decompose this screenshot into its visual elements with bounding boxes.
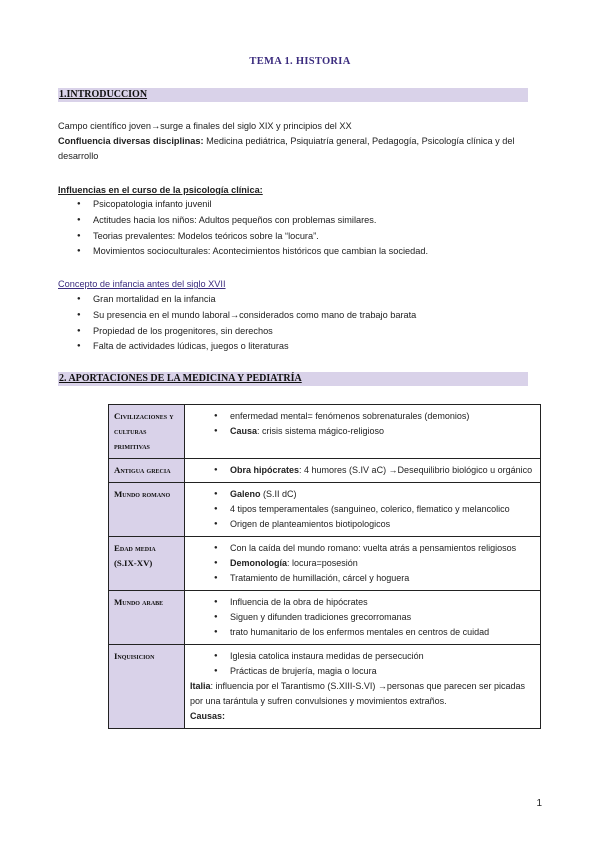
document-title: TEMA 1. HISTORIA (249, 56, 351, 67)
bullet-text: Psicopatologia infanto juvenil (93, 199, 212, 209)
table-row (109, 537, 541, 591)
influencia-item (58, 197, 528, 213)
table-row (109, 483, 541, 537)
confluencia-label: Confluencia diversas disciplinas: (58, 136, 204, 146)
description-item (190, 649, 535, 664)
bullet-text: : locura=posesión (287, 558, 358, 568)
concepto-list (58, 292, 528, 355)
causas-label: Causas: (190, 711, 226, 721)
description-list (190, 649, 535, 679)
italia-note (190, 679, 535, 709)
description-cell (185, 459, 541, 483)
description-item (190, 502, 535, 517)
bullet-text: trato humanitario de los enfermos mentales en centros de cuidad (230, 627, 490, 637)
table-row (109, 405, 541, 459)
concepto-item (58, 339, 528, 355)
bullet-text: Origen de planteamientos biotipologicos (230, 519, 391, 529)
description-item (190, 625, 535, 640)
bullet-text: Propiedad de los progenitores, sin derechos (93, 325, 273, 336)
table-row (109, 459, 541, 483)
bullet-text: Actitudes hacia los niños: Adultos pequeños con problemas similares. (93, 214, 377, 225)
bullet-text: Gran mortalidad en la infancia (93, 294, 216, 304)
description-cell (185, 537, 541, 591)
era-cell: Civilizaciones y culturas primitivas (109, 405, 185, 459)
italia-label: Italia (190, 681, 211, 691)
history-table (108, 404, 541, 729)
confluencia-line (58, 134, 533, 164)
section-2-heading: 2. APORTACIONES DE LA MEDICINA Y PEDIATRÍA (59, 373, 302, 384)
bullet-text: Siguen y difunden tradiciones grecorromanas (230, 612, 412, 622)
description-cell (185, 483, 541, 537)
italia-text: : influencia por el Tarantismo (S.XIII-S.VI) →personas que parecen ser picadas por una tarántula y sufren convulsiones y movimientos extraños. (190, 681, 526, 706)
bullet-text: enfermedad mental= fenómenos sobrenaturales (demonios) (230, 411, 470, 421)
description-cell (185, 645, 541, 729)
description-item (190, 487, 535, 502)
bullet-text: Con la caída del mundo romano: vuelta atrás a pensamientos religiosos (230, 543, 517, 553)
section-1-heading: 1.INTRODUCCION (59, 89, 148, 100)
table-row (109, 645, 541, 729)
concepto-item (58, 308, 528, 324)
bullet-text: Falta de actividades lúdicas, juegos o literaturas (93, 341, 289, 352)
influencias-heading: Influencias en el curso de la psicología clínica: (58, 185, 263, 195)
influencia-item (58, 213, 528, 229)
era-cell: Antigua grecia (109, 459, 185, 483)
bullet-bold-term: Obra hipócrates (230, 465, 300, 475)
concepto-heading: Concepto de infancia antes del siglo XVII (58, 279, 226, 289)
bullet-text: Movimientos socioculturales: Acontecimientos históricos que cambian la sociedad. (93, 246, 428, 257)
description-list (190, 595, 535, 640)
description-list (190, 541, 535, 586)
description-list (190, 409, 535, 439)
description-item (190, 463, 535, 478)
bullet-text: Su presencia en el mundo laboral→considerados como mano de trabajo barata (93, 309, 417, 320)
section-1-heading-bar (58, 88, 528, 102)
description-item (190, 409, 535, 424)
section-2-heading-bar (58, 372, 528, 386)
era-cell: Edad media (S.IX-XV) (109, 537, 185, 591)
influencia-item (58, 229, 528, 245)
table-row (109, 591, 541, 645)
era-cell: Mundo romano (109, 483, 185, 537)
bullet-text: Tratamiento de humillación, cárcel y hoguera (230, 573, 410, 583)
bullet-text: Teorias prevalentes: Modelos teóricos sobre la “locura”. (93, 230, 319, 241)
bullet-text: Iglesia catolica instaura medidas de persecución (230, 651, 424, 661)
concepto-item (58, 292, 528, 308)
description-item (190, 556, 535, 571)
description-item (190, 541, 535, 556)
description-cell (185, 405, 541, 459)
description-item (190, 595, 535, 610)
page-number: 1 (536, 798, 542, 809)
intro-line-1: Campo científico joven→surge a finales del siglo XIX y principios del XX (58, 121, 352, 131)
era-cell: Inquisicion (109, 645, 185, 729)
intro-paragraph (58, 119, 533, 164)
description-item (190, 610, 535, 625)
bullet-text: 4 tipos temperamentales (sanguineo, colerico, flematico y melancolico (230, 504, 510, 514)
bullet-text: Influencia de la obra de hipócrates (230, 597, 368, 607)
influencias-list (58, 197, 528, 260)
bullet-bold-term: Demonología (230, 558, 288, 568)
description-list (190, 463, 535, 478)
bullet-text: : 4 humores (S.IV aC) →Desequilibrio biológico u orgánico (299, 465, 533, 475)
influencia-item (58, 244, 528, 260)
bullet-bold-term: Galeno (230, 489, 261, 499)
confluencia-text: Medicina pediátrica, Psiquiatría general, Pedagogía, Psicología clínica y del desarrollo (58, 136, 515, 161)
description-item (190, 571, 535, 586)
description-list (190, 487, 535, 532)
concepto-item (58, 324, 528, 340)
bullet-text: Prácticas de brujería, magia o locura (230, 666, 377, 676)
bullet-text: (S.II dC) (260, 489, 297, 499)
bullet-text: : crisis sistema mágico-religioso (257, 426, 385, 436)
description-item (190, 424, 535, 439)
era-cell: Mundo arabe (109, 591, 185, 645)
description-item (190, 664, 535, 679)
description-cell (185, 591, 541, 645)
bullet-bold-term: Causa (230, 426, 258, 436)
description-item (190, 517, 535, 532)
